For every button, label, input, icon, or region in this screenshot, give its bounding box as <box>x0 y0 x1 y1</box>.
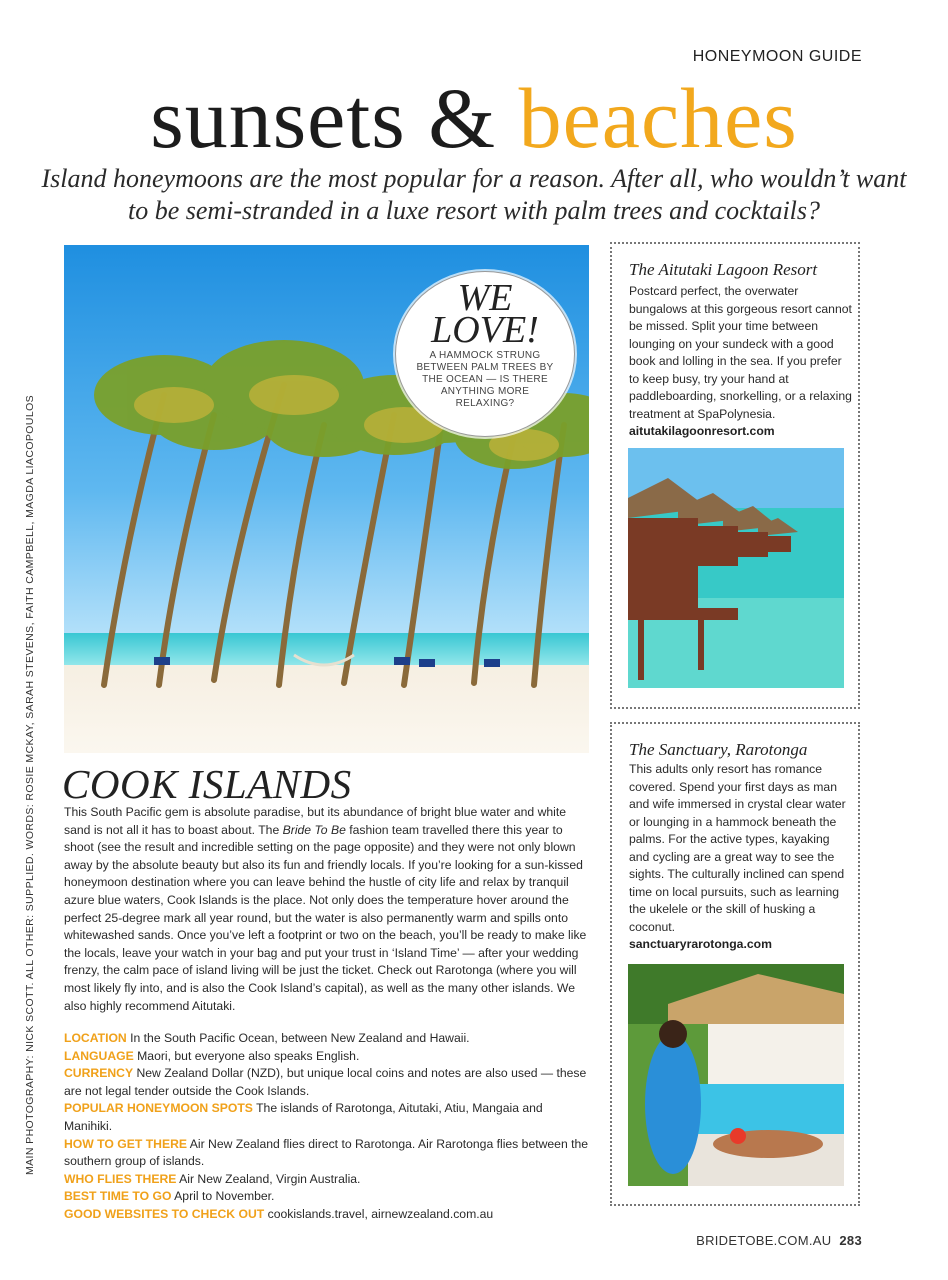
fact-value: In the South Pacific Ocean, between New Zealand and Hawaii. <box>130 1031 470 1045</box>
article-heading: COOK ISLANDS <box>62 761 352 807</box>
we-love-line-2: LOVE! <box>431 309 539 351</box>
fact-label: WHO FLIES THERE <box>64 1171 177 1186</box>
photo-credit: MAIN PHOTOGRAPHY: NICK SCOTT. ALL OTHER: SUPPLIED. WORDS: ROSIE MCKAY, SARAH STEVENS, FAITH CAMPBELL, MAGDA LIACOPOULOS <box>24 394 36 1175</box>
fact-honeymoon-spots <box>64 1100 594 1135</box>
fact-value: cookislands.travel, airnewzealand.com.au <box>267 1206 494 1221</box>
sanctuary-massage-photo <box>628 964 844 1186</box>
fact-value: Air New Zealand, Virgin Australia. <box>179 1171 361 1186</box>
fact-websites <box>64 1206 594 1224</box>
fact-best-time <box>64 1188 594 1206</box>
magazine-name: Bride To Be <box>282 822 346 837</box>
standfirst: Island honeymoons are the most popular for a reason. After all, who wouldn’t want to be semi-stranded in a luxe resort with palm trees and cocktails? <box>41 164 907 225</box>
fact-label: POPULAR HONEYMOON SPOTS <box>64 1101 253 1116</box>
article-body <box>64 804 590 1015</box>
sidebar-url: sanctuaryrarotonga.com <box>629 937 772 951</box>
page-number: 283 <box>839 1233 862 1248</box>
page-footer <box>696 1233 862 1248</box>
fact-value: Air New Zealand flies direct to Rarotonga. Air Rarotonga flies between the southern group of islands. <box>64 1136 589 1169</box>
fact-label: LOCATION <box>64 1031 127 1045</box>
we-love-badge <box>396 272 574 436</box>
fact-value: New Zealand Dollar (NZD), but unique local coins and notes are also used — these are not legal tender outside the Cook Islands. <box>64 1066 587 1098</box>
sidebar-url: aitutakilagoonresort.com <box>629 424 775 438</box>
we-love-line-1: WE <box>457 277 513 319</box>
fact-label: GOOD WEBSITES TO CHECK OUT <box>64 1206 265 1221</box>
section-tag: HONEYMOON GUIDE <box>692 48 862 65</box>
footer-site: BRIDETOBE.COM.AU <box>696 1233 832 1248</box>
aitutaki-bungalows-photo <box>628 448 844 688</box>
fact-value: April to November. <box>174 1189 275 1204</box>
title-part-2: beaches <box>518 70 798 166</box>
fact-value: Maori, but everyone also speaks English. <box>137 1048 360 1063</box>
fact-label: CURRENCY <box>64 1066 134 1081</box>
sidebar-box-aitutaki <box>610 242 860 709</box>
article-body-start: This South Pacific gem is absolute paradise, but its abundance of bright blue water and white sand is not all it has to boast about. The <box>64 805 567 837</box>
sidebar-description: This adults only resort has romance covered. Spend your first days as man and wife immersed in crystal clear water or lounging in a hammock beneath the palms. For the active types, kayaking and cycling are a great way to see the sights. The culturally inclined can spend time on local pursuits, such as learning the ukelele or the skill of husking a coconut. <box>629 762 846 934</box>
fact-airlines <box>64 1171 594 1189</box>
sidebar-title: The Sanctuary, Rarotonga <box>629 740 808 759</box>
fact-label: BEST TIME TO GO <box>64 1189 172 1204</box>
sidebar-text <box>629 761 853 954</box>
sidebar-description: Postcard perfect, the overwater bungalows at this gorgeous resort cannot be missed. Split your time between lounging on your sundeck with a good book and lolling in the sea. If you prefer to keep busy, try your hand at paddleboarding, snorkelling, or a relaxing treatment at SpaPolynesia. <box>629 284 852 421</box>
sidebar-title: The Aitutaki Lagoon Resort <box>629 260 818 279</box>
fact-label: LANGUAGE <box>64 1048 134 1063</box>
fact-location <box>64 1030 594 1048</box>
article-body-rest: fashion team travelled there this year to shoot (see the result and incredible setting on the page opposite) and they were not only blown away by the absolute beauty but also its fun and friendly locals. If you’re looking for a sun-kissed honeymoon destination where you can leave behind the hustle of city life and relax by tranquil azure blue waters, Cook Islands is the place. Not only does the temperature hover around the perfect 25-degree mark all year round, but the water is also permanently warm and spills onto whitewashed sands. Once you’ve left a footprint or two on the beach, you’ll be ready to make like the locals, leave your watch in your bag and put your trust in ‘Island Time’ — after your wedding frenzy, the calm pace of island living will be just the ticket. Check out Rarotonga (where you will most likely fly into, and is also the Cook Island’s capital), as well as the many other islands. We also highly recommend Aitutaki. <box>64 822 587 1013</box>
fact-label: HOW TO GET THERE <box>64 1136 188 1151</box>
fact-list <box>64 1030 594 1224</box>
sidebar-box-sanctuary <box>610 722 860 1206</box>
fact-value: The islands of Rarotonga, Aitutaki, Atiu, Mangaia and Manihiki. <box>64 1101 543 1133</box>
fact-getting-there <box>64 1136 594 1171</box>
we-love-text: A HAMMOCK STRUNG BETWEEN PALM TREES BY THE OCEAN — IS THERE ANYTHING MORE RELAXING? <box>416 350 554 409</box>
title-part-1: sunsets & <box>150 70 497 166</box>
fact-currency <box>64 1065 594 1100</box>
fact-language <box>64 1048 594 1066</box>
page-title <box>0 68 948 168</box>
sidebar-text <box>629 283 853 441</box>
